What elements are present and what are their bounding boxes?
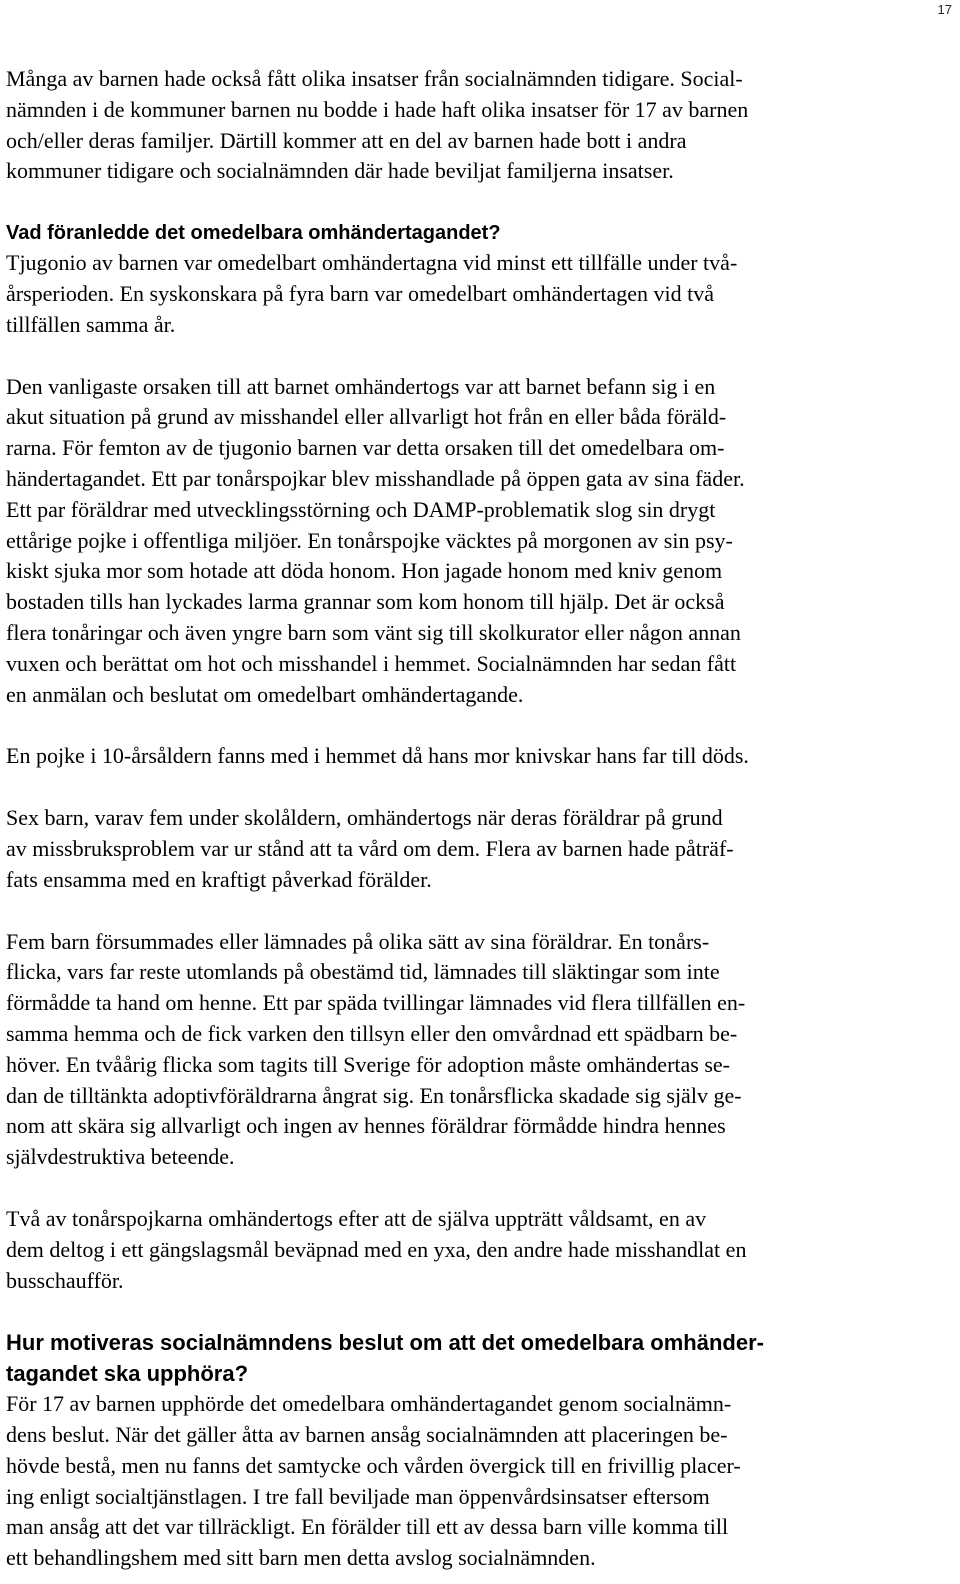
paragraph-4: [6, 741, 906, 772]
text-line: och/eller deras familjer. Därtill kommer att en del av barnen hade bott i andra: [6, 127, 687, 153]
text-line: självdestruktiva beteende.: [6, 1144, 235, 1170]
text-line: kiskt sjuka mor som hotade att döda honom. Hon jagade honom med kniv genom: [6, 558, 723, 584]
text-line: fats ensamma med en kraftigt påverkad förälder.: [6, 866, 432, 892]
text-line: förmådde ta hand om henne. Ett par späda tvillingar lämnades vid flera tillfällen en-: [6, 990, 746, 1016]
text-line: rarna. För femton av de tjugonio barnen var detta orsaken till det omedelbara om-: [6, 435, 725, 461]
paragraph-7: [6, 1204, 906, 1296]
text-line: vuxen och berättat om hot och misshandel i hemmet. Socialnämnden har sedan fått: [6, 650, 737, 676]
text-line: nämnden i de kommuner barnen nu bodde i hade haft olika insatser för 17 av barnen: [6, 96, 749, 122]
text-line: dan de tilltänkta adoptivföräldrarna ångrat sig. En tonårsflicka skadade sig själv ge-: [6, 1082, 742, 1108]
paragraph-5: [6, 803, 906, 895]
text-line: kommuner tidigare och socialnämnden där hade beviljat familjerna insatser.: [6, 158, 674, 184]
text-line: dens beslut. När det gäller åtta av barnen ansåg socialnämnden att placeringen be-: [6, 1422, 728, 1448]
paragraph-gap: [6, 1296, 906, 1327]
text-line: Fem barn försummades eller lämnades på olika sätt av sina föräldrar. En tonårs-: [6, 928, 710, 954]
paragraph-1: [6, 64, 906, 187]
text-line: nom att skära sig allvarligt och ingen av hennes föräldrar förmådde hindra hennes: [6, 1113, 726, 1139]
text-line: dem deltog i ett gängslagsmål beväpnad med en yxa, den andre hade misshandlat en: [6, 1236, 747, 1262]
text-line: höver. En tvåårig flicka som tagits till Sverige för adoption måste omhändertas se-: [6, 1051, 730, 1077]
text-line: hövde bestå, men nu fanns det samtycke och vården övergick till en frivillig placer-: [6, 1452, 741, 1478]
section-heading-1: [6, 218, 906, 248]
text-line: en anmälan och beslutat om omedelbart omhändertagande.: [6, 681, 524, 707]
text-line: man ansåg att det var tillräckligt. En förälder till ett av dessa barn ville komma till: [6, 1514, 729, 1540]
text-line: Många av barnen hade också fått olika insatser från socialnämnden tidigare. Social-: [6, 66, 743, 91]
text-line: akut situation på grund av misshandel eller allvarligt hot från en eller båda föräld-: [6, 404, 727, 430]
paragraph-gap: [6, 187, 906, 218]
paragraph-3: [6, 372, 906, 711]
text-line: flicka, vars far reste utomlands på obestämd tid, lämnades till släktingar som inte: [6, 959, 720, 985]
paragraph-6: [6, 927, 906, 1173]
paragraph-gap: [6, 710, 906, 741]
section-heading-text: Vad föranledde det omedelbara omhändertagandet?: [6, 222, 501, 245]
text-line: Den vanligaste orsaken till att barnet omhändertogs var att barnet befann sig i en: [6, 373, 716, 399]
text-line: ettårige pojke i offentliga miljöer. En tonårspojke väcktes på morgonen av sin psy-: [6, 527, 733, 553]
text-line: flera tonåringar och även yngre barn som vänt sig till skolkurator eller någon annan: [6, 619, 741, 645]
text-line: För 17 av barnen upphörde det omedelbara omhändertagandet genom socialnämn-: [6, 1391, 732, 1417]
text-line: bostaden tills han lyckades larma grannar som kom honom till hjälp. Det är också: [6, 589, 725, 615]
text-line: händertagandet. Ett par tonårspojkar blev misshandlade på öppen gata av sina fäder.: [6, 465, 745, 491]
text-line: En pojke i 10-årsåldern fanns med i hemmet då hans mor knivskar hans far till döds.: [6, 743, 749, 769]
text-line: samma hemma och de fick varken den tillsyn eller den omvårdnad ett spädbarn be-: [6, 1020, 738, 1046]
paragraph-gap: [6, 772, 906, 803]
section-heading-2: [6, 1327, 906, 1389]
text-line: Två av tonårspojkarna omhändertogs efter att de själva uppträtt våldsamt, en av: [6, 1205, 707, 1231]
paragraph-8: [6, 1389, 906, 1574]
text-line: Tjugonio av barnen var omedelbart omhändertagna vid minst ett tillfälle under två-: [6, 250, 738, 276]
paragraph-gap: [6, 341, 906, 372]
text-line: busschaufför.: [6, 1267, 124, 1293]
text-line: årsperioden. En syskonskara på fyra barn var omedelbart omhändertagen vid två: [6, 280, 715, 306]
text-line: Sex barn, varav fem under skolåldern, omhändertogs när deras föräldrar på grund: [6, 805, 723, 831]
text-line: ett behandlingshem med sitt barn men detta avslog socialnämnden.: [6, 1545, 596, 1571]
paragraph-gap: [6, 1173, 906, 1204]
paragraph-2: [6, 248, 906, 340]
section-heading-line: tagandet ska upphöra?: [6, 1361, 249, 1387]
section-heading-line: Hur motiveras socialnämndens beslut om att det omedelbara omhänder-: [6, 1330, 764, 1356]
paragraph-gap: [6, 896, 906, 927]
page-number: 17: [937, 2, 952, 17]
text-line: Ett par föräldrar med utvecklingsstörning och DAMP-problematik slog sin drygt: [6, 496, 716, 522]
text-line: tillfällen samma år.: [6, 311, 176, 337]
text-line: av missbruksproblem var ur stånd att ta vård om dem. Flera av barnen hade påträf-: [6, 835, 734, 861]
text-line: ing enligt socialtjänstlagen. I tre fall beviljade man öppenvårdsinsatser eftersom: [6, 1483, 710, 1509]
document-body: [6, 64, 906, 1574]
